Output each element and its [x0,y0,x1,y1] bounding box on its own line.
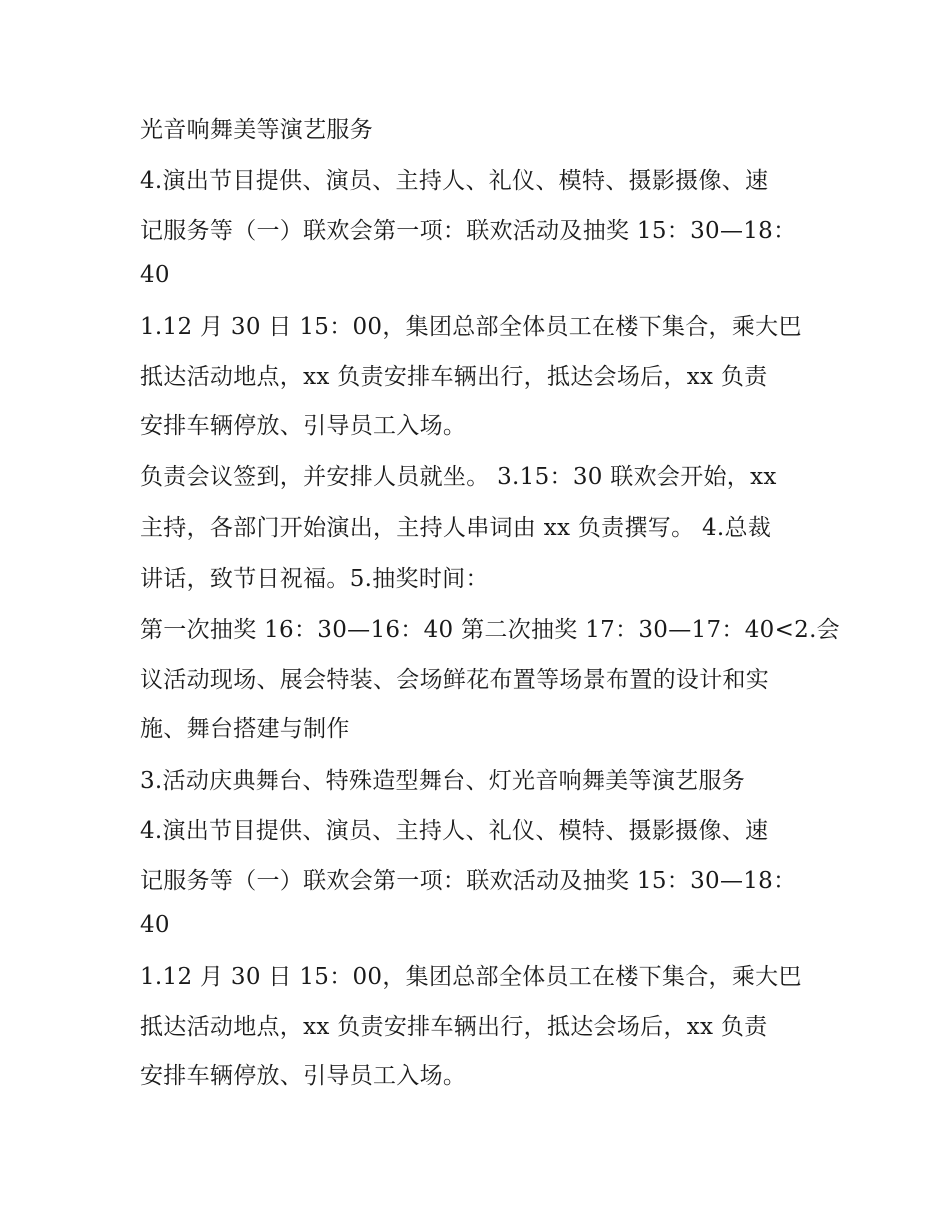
text-line: 3.活动庆典舞台、特殊造型舞台、灯光音响舞美等演艺服务 [140,768,746,794]
text-line: 40 [140,912,170,938]
text-line: 记服务等（一）联欢会第一项：联欢活动及抽奖 15：30—18： [140,218,797,244]
text-line: 光音响舞美等演艺服务 [140,117,373,143]
text-line: 讲话，致节日祝福。5.抽奖时间： [140,566,489,592]
text-line: 施、舞台搭建与制作 [140,716,350,742]
text-line: 记服务等（一）联欢会第一项：联欢活动及抽奖 15：30—18： [140,868,797,894]
text-line: 安排车辆停放、引导员工入场。 [140,413,467,439]
text-line: 议活动现场、展会特装、会场鲜花布置等场景布置的设计和实 [140,667,770,693]
text-line: 安排车辆停放、引导员工入场。 [140,1063,467,1089]
text-line: 1.12 月 30 日 15：00，集团总部全体员工在楼下集合，乘大巴 [140,964,802,990]
text-line: 40 [140,262,170,288]
text-line: 4.演出节目提供、演员、主持人、礼仪、模特、摄影摄像、速 [140,168,769,194]
text-line: 主持，各部门开始演出，主持人串词由 xx 负责撰写。 4.总裁 [140,515,772,541]
text-line: 负责会议签到，并安排人员就坐。 3.15：30 联欢会开始，xx [140,464,777,490]
text-line: 抵达活动地点，xx 负责安排车辆出行，抵达会场后，xx 负责 [140,1014,768,1040]
text-line: 抵达活动地点，xx 负责安排车辆出行，抵达会场后，xx 负责 [140,364,768,390]
text-line: 4.演出节目提供、演员、主持人、礼仪、模特、摄影摄像、速 [140,818,769,844]
text-line: 1.12 月 30 日 15：00，集团总部全体员工在楼下集合，乘大巴 [140,314,802,340]
text-line: 第一次抽奖 16：30—16：40 第二次抽奖 17：30—17：40<2.会 [140,617,840,643]
